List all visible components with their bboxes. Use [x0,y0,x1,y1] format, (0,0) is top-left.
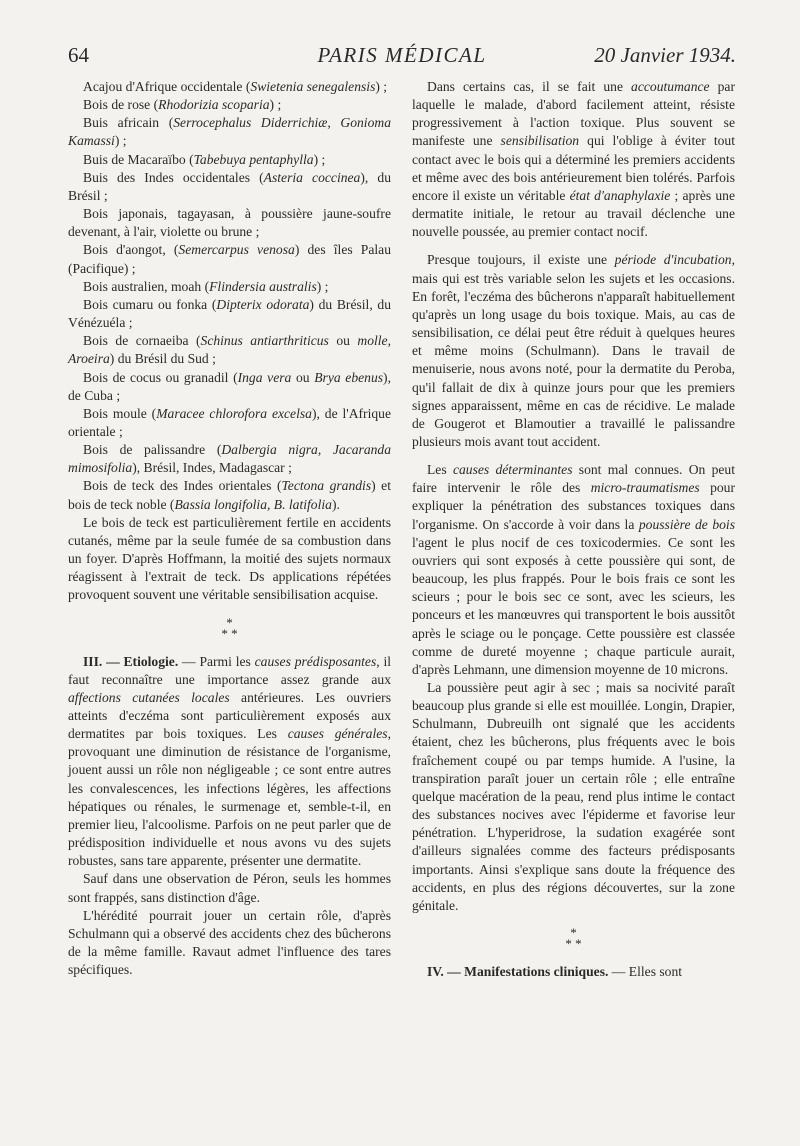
wood-list-item: Bois de cornaeiba (Schinus antiarthriticus ou molle, Aroeira) du Brésil du Sud ; [68,333,391,367]
incubation-paragraph: Presque toujours, il existe une période d'incubation, mais qui est très variable selon les sujets et les occasions. En forêt, l'eczéma des bûcherons n'apparaît habituellement qu'après un long usage du bois toxique. Mais, au cas de sensibilisation, ce délai peut être réduit à quelques heures et même moins (Schulmann). Dans le travail de menuiserie, nous avons noté, pour la dermatite du Peroba, qu'il fallait de dix à quinze jours pour que les premiers signes apparaissent, même en cas de récidive. Le malade de Gougerot et Blamoutier a travaillé le palissandre plusieurs mois avant tout accident. [412,252,735,449]
wood-list-item: Bois australien, moah (Flindersia australis) ; [83,278,329,294]
causes-paragraph: Les causes déterminantes sont mal connues. On peut faire intervenir le rôle des micro-traumatismes pour expliquer la pénétration des substances toxiques dans l'organisme. On s'accorde à voir dans la poussière de bois l'agent le plus nocif de ces toxicodermies. Ce sont les ouvriers qui sont exposés à cette poussière qui sont, de beaucoup, les plus frappés. Pour le bois frais ce sont les scieurs ; pour le bois sec ce sont, avec les scieurs, les ponceurs et les manœuvres qui transportent le bois aussitôt après le sciage ou le ponçage. Cette poussière est classée comme de dureté moyenne ; chaque particule aurait, d'après Lehmann, une dimension moyenne de 10 microns. [412,462,736,677]
wood-list-item: Bois moule (Maracee chlorofora excelsa), de l'Afrique orientale ; [68,405,391,439]
page-number: 64 [68,43,89,67]
section-heading: IV. — Manifestations cliniques. [427,964,609,980]
left-column [68,78,391,979]
wood-list-item: Bois d'aongot, (Semercarpus venosa) des îles Palau (Pacifique) ; [68,242,392,276]
clinical-paragraph: IV. — Manifestations cliniques. — Elles sont [427,964,683,980]
heredity-paragraph: L'hérédité pourrait jouer un certain rôle, d'après Schulmann qui a observé des accidents chez des bûcherons de la même famille. Ravaut admet l'influence des tares spécifiques. [68,907,391,978]
humidity-paragraph: La poussière peut agir à sec ; mais sa nocivité paraît beaucoup plus grande si elle est mouillée. Longin, Drapier, Schulmann, Dubreuilh ont signalé que les accidents étaient, chez les bûcherons, plus fréquents avec le bois fraîchement coupé ou par temps humide. A l'usine, la transpiration paraît jouer un certain rôle ; elle entraîne quelque macération de la peau, rend plus intime le contact des substances nocives avec l'épiderme et favorise leur pénétration. L'hyperidrose, la sudation exagérée sont d'ailleurs signalées comme des facteurs prédisposants importants. Ainsi s'explique sans doute la fréquence des accidents, en plus des régions découvertes, sur la zone génitale. [412,680,735,913]
wood-list-item: Buis des Indes occidentales (Asteria coccinea), du Brésil ; [68,169,391,203]
wood-list-item: Bois de teck des Indes orientales (Tectona grandis) et bois de teck noble (Bassia longifolia, B. latifolia). [68,478,391,512]
wood-list-item: Bois de rose (Rhodorizia scoparia) ; [83,97,282,113]
wood-list-item: Bois de palissandre (Dalbergia nigra, Jacaranda mimosifolia), Brésil, Indes, Madagascar ; [68,442,392,476]
wood-list-item: Acajou d'Afrique occidentale (Swietenia senegalensis) ; [83,79,388,94]
wood-list-item: Bois cumaru ou fonka (Dipterix odorata) du Brésil, du Vénézuéla ; [68,296,391,331]
section-separator: * * * [565,925,582,952]
right-column [412,78,735,981]
running-title: PARIS MÉDICAL [317,43,487,67]
section-heading: III. — Etiologie. [83,653,179,669]
wood-list-item: Bois de cocus ou granadil (Inga vera ou Brya ebenus), de Cuba ; [68,369,391,403]
running-header [68,40,736,70]
section-separator: * * * [221,614,238,641]
wood-list-item: Buis africain (Serrocephalus Diderrichiæ, Gonioma Kamassi) ; [68,115,391,149]
accoutumance-paragraph: Dans certains cas, il se fait une accoutumance par laquelle le malade, d'abord facilement atteint, résiste progressivement à l'action toxique. Plus souvent se manifeste une sensibilisation qui l'oblige à éviter tout contact avec le bois qui a déterminé les premiers accidents et même avec des bois antérieurement bien tolérés. Parfois encore il existe un véritable état d'anaphylaxie ; après une dermatite initiale, le retour au travail déclenche une nouvelle poussée, au premier contact nocif. [412,79,735,240]
peron-paragraph: Sauf dans une observation de Péron, seuls les hommes sont frappés, sans distinction d'âge. [68,871,391,905]
issue-date: 20 Janvier 1934. [594,43,736,67]
wood-list-item: Buis de Macaraïbo (Tabebuya pentaphylla) ; [83,151,326,167]
wood-list-item: Bois japonais, tagayasan, à poussière jaune-soufre devenant, à l'air, violette ou brune ; [68,206,391,240]
teck-paragraph: Le bois de teck est particulièrement fertile en accidents cutanés, même par la seule fumée de sa combustion dans un foyer. D'après Hoffmann, la moitié des sujets normaux réagissent à l'extrait de teck. Ds applications répétées provoquent souvent une véritable sensibilisation acquise. [68,514,391,603]
etiology-paragraph: III. — Etiologie. — Parmi les causes prédisposantes, il faut reconnaître une importance assez grande aux affections cutanées locales antérieures. Les ouvriers atteints d'eczéma sont particulièrement exposés aux dermatites par bois toxiques. Les causes générales, provoquant une diminution de résistance de l'organisme, jouent aussi un rôle non négligeable ; ce sont entre autres les convalescences, les infections légères, les affections hépatiques ou rénales, le surmenage et, semble-t-il, en premier lieu, l'alcoolisme. Parfois on ne peut parler que de prédisposition individuelle et nous avons vu des sujets robustes, sans tare apparente, présenter une dermatite. [68,653,392,869]
